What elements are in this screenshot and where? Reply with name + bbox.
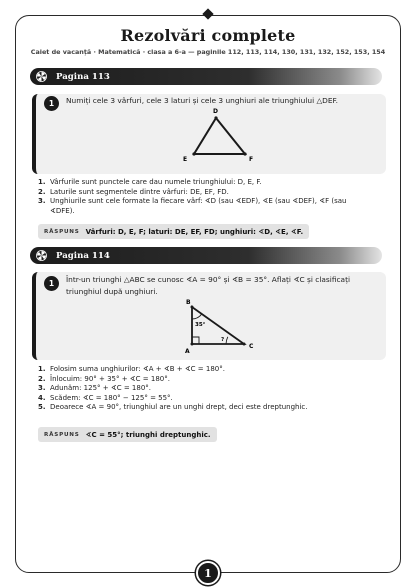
step-number: 1. [38,178,46,186]
section-header-page-114 [30,247,382,264]
step-row [38,375,372,385]
step-number: 2. [38,187,46,196]
step-text: Deoarece ∢A = 90°, triunghiul are un unghi drept, deci este dreptunghic. [50,403,308,411]
step-number: 1. [38,365,46,373]
answer-box-page-114 [38,427,217,442]
step-row [38,188,372,198]
step-row [38,365,372,375]
vertex-label-a: A [185,348,190,355]
answer-value: ∢C = 55°; triunghi dreptunghic. [85,430,211,439]
question-number-badge: 1 [44,276,59,291]
vertex-label-e: E [183,156,188,163]
vertex-label-c: C [249,343,254,350]
step-row [38,178,372,188]
step-row [38,197,372,207]
step-row [38,394,372,404]
step-row [38,403,372,413]
step-text: Unghiurile sunt cele formate la fiecare vârf: ∢D (sau ∢EDF), ∢E (sau ∢DEF), ∢F (sau [50,197,347,205]
answer-value: Vârfuri: D, E, F; laturi: DE, EF, FD; unghiuri: ∢D, ∢E, ∢F. [85,227,304,236]
step-text: Înlocuim: 90° + 35° + ∢C = 180°. [50,374,170,383]
step-text: Vârfurile sunt punctele care dau numele triunghiului: D, E, F. [50,178,262,186]
step-number [38,207,50,217]
answer-keyword: RĂSPUNS [44,228,80,235]
answer-box-page-113 [38,224,309,239]
question-text [66,274,366,298]
step-text: Adunăm: 125° + ∢C = 180°. [50,384,152,392]
question-number-badge: 1 [44,96,59,111]
question-line: triunghiul după unghiuri. [66,287,158,296]
solution-steps-page-114 [38,365,372,413]
step-number: 5. [38,403,46,411]
pinwheel-icon [36,71,47,82]
section-label: Pagina 113 [56,71,110,82]
step-number: 3. [38,197,46,205]
step-row [38,207,372,217]
step-text: Scădem: ∢C = 180° − 125° = 55°. [50,393,173,402]
step-number: 3. [38,384,46,392]
vertex-label-b: B [186,299,191,306]
step-text: Folosim suma unghiurilor: ∢A + ∢B + ∢C = 180°. [50,365,225,373]
step-text: Laturile sunt segmentele dintre vârfuri: DE, EF, FD. [50,187,229,196]
page-title: Rezolvări complete [120,26,296,45]
pinwheel-icon [36,250,47,261]
step-number: 4. [38,393,46,402]
step-text: ∢DFE). [50,206,75,215]
vertex-label-f: F [249,156,254,163]
page-number-badge: 1 [196,561,220,585]
question-text: Numiți cele 3 vârfuri, cele 3 laturi și cele 3 unghiuri ale triunghiului △DEF. [66,96,338,105]
section-header-page-113 [30,68,382,85]
angle-c-label: ? [221,337,225,343]
page-subtitle: Caiet de vacanță · Matematică · clasa a 6-a — paginile 112, 113, 114, 130, 131, 132, 152, 153, 154 [30,48,386,56]
section-label: Pagina 114 [56,250,110,261]
triangle-abc-figure [180,297,260,357]
vertex-label-d: D [213,108,218,115]
answer-keyword: RĂSPUNS [44,431,80,438]
question-line: Într-un triunghi △ABC se cunosc ∢A = 90° și ∢B = 35°. Aflați ∢C și clasificați [66,275,351,284]
step-number: 2. [38,374,46,383]
step-row [38,384,372,394]
solution-steps-page-113 [38,178,372,216]
angle-b-label: 35° [195,322,206,328]
triangle-def-figure [178,104,262,166]
